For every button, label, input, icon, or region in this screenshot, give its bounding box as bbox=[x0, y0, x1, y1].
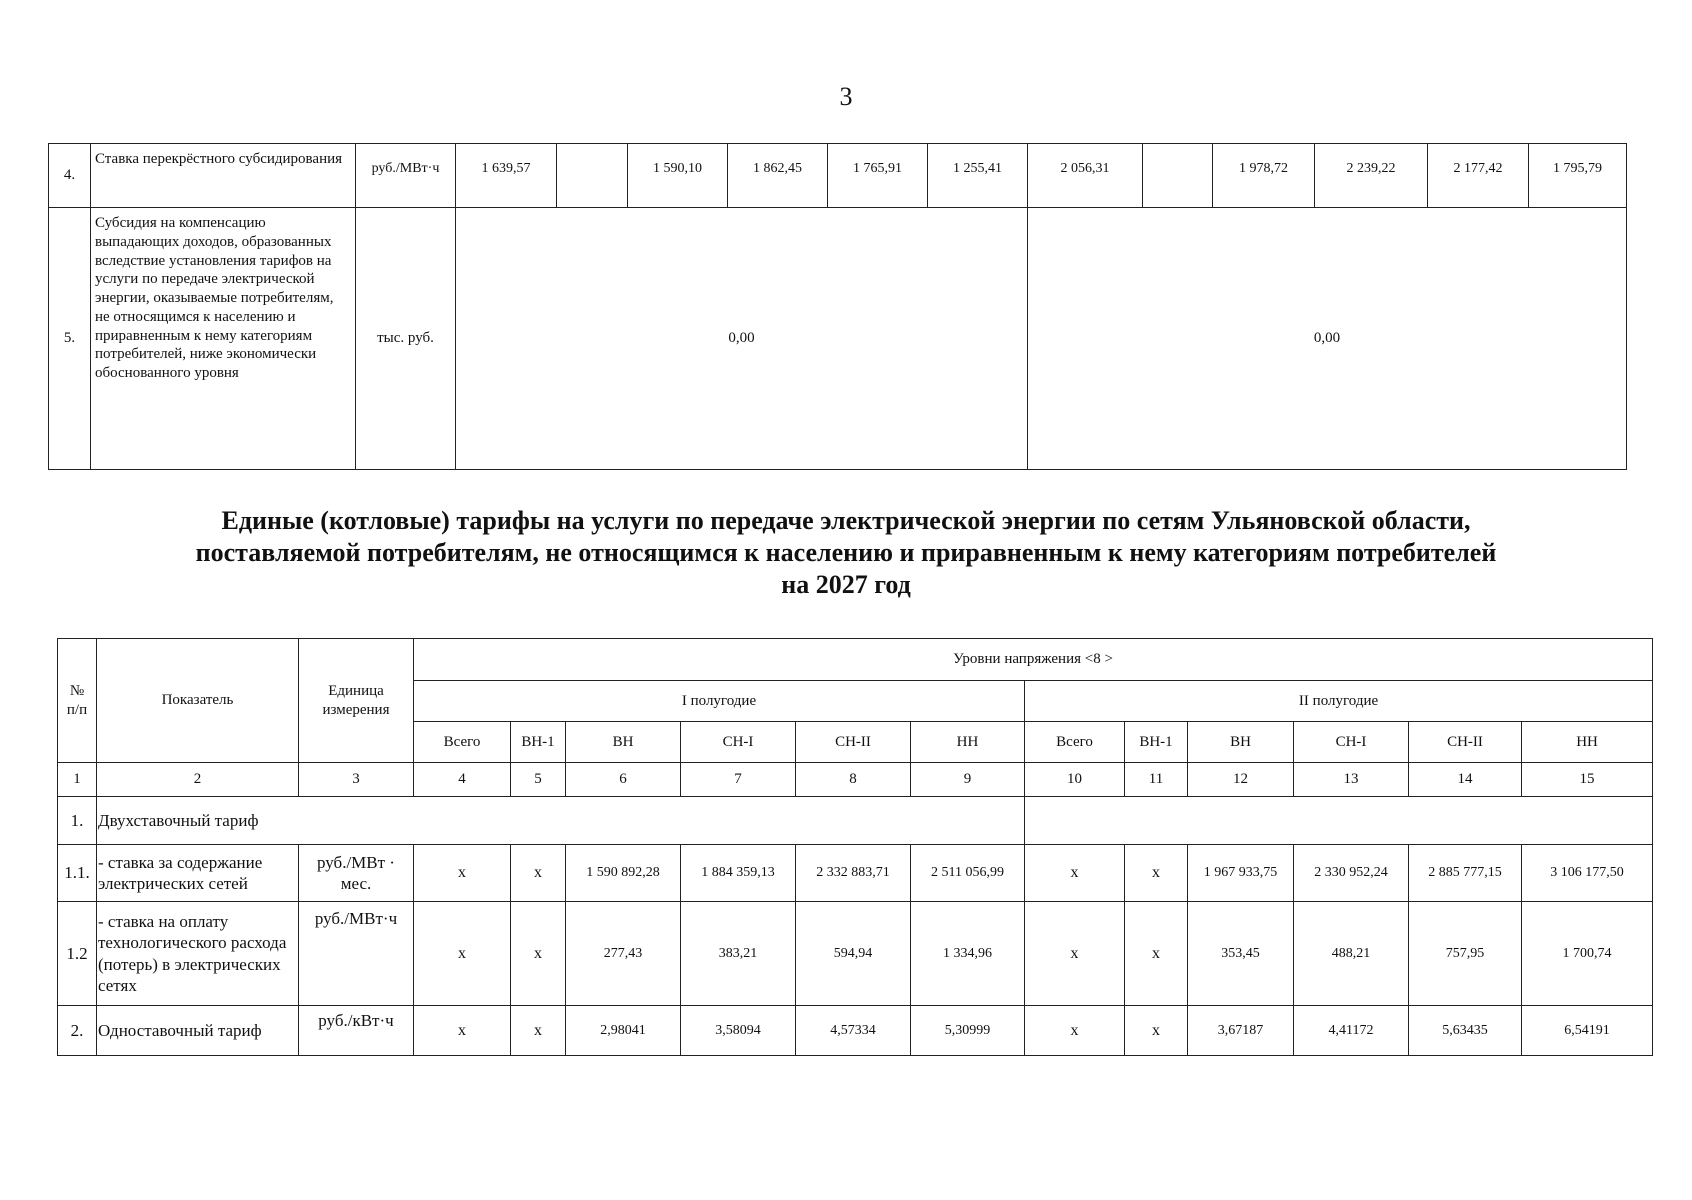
value-cell: x bbox=[414, 902, 511, 1006]
table-row bbox=[58, 902, 1653, 1006]
unified-tariff-table bbox=[57, 638, 1653, 1056]
row-unit: тыс. руб. bbox=[356, 208, 456, 470]
value-cell: x bbox=[414, 1006, 511, 1056]
header-level: Всего bbox=[414, 722, 511, 763]
row-name: Субсидия на компенсацию выпадающих доходов, образованных вследствие установления тарифов на услуги по передаче электрической энергии, оказываемые потребителям, не относящимся к населению и приравненным к нему категориям потребителей, ниже экономически обоснованного уровня bbox=[91, 208, 356, 470]
value-cell: 1 700,74 bbox=[1522, 902, 1653, 1006]
page-number: 3 bbox=[839, 82, 853, 111]
table-row bbox=[58, 1006, 1653, 1056]
column-number: 1 bbox=[58, 763, 97, 797]
value-cell: 3 106 177,50 bbox=[1522, 845, 1653, 902]
column-number: 2 bbox=[97, 763, 299, 797]
header-level: СН-II bbox=[796, 722, 911, 763]
column-number: 4 bbox=[414, 763, 511, 797]
header-level: ВН bbox=[566, 722, 681, 763]
column-number: 9 bbox=[911, 763, 1025, 797]
value-cell: 1 862,45 bbox=[728, 144, 828, 208]
value-cell: x bbox=[1025, 902, 1125, 1006]
value-cell: x bbox=[1025, 845, 1125, 902]
heading-line: Единые (котловые) тарифы на услуги по передаче электрической энергии по сетям Ульяновской области, bbox=[221, 506, 1471, 535]
row-number: 1.2 bbox=[58, 902, 97, 1006]
column-number: 8 bbox=[796, 763, 911, 797]
header-level: ВН-1 bbox=[1125, 722, 1188, 763]
heading-line: на 2027 год bbox=[781, 570, 911, 599]
value-cell: x bbox=[511, 845, 566, 902]
value-cell: 2 056,31 bbox=[1028, 144, 1143, 208]
value-cell: 2 511 056,99 bbox=[911, 845, 1025, 902]
row-unit: руб./МВт · мес. bbox=[299, 845, 414, 902]
column-number: 3 bbox=[299, 763, 414, 797]
value-cell: 4,57334 bbox=[796, 1006, 911, 1056]
heading-line: поставляемой потребителям, не относящимся к населению и приравненным к нему категориям потребителей bbox=[195, 538, 1497, 567]
value-cell: 383,21 bbox=[681, 902, 796, 1006]
value-cell: 594,94 bbox=[796, 902, 911, 1006]
header-indicator: Показатель bbox=[97, 639, 299, 763]
header-level: ВН-1 bbox=[511, 722, 566, 763]
row-number: 4. bbox=[49, 144, 91, 208]
table-row bbox=[49, 208, 1627, 470]
value-cell: 353,45 bbox=[1188, 902, 1294, 1006]
row-unit: руб./кВт·ч bbox=[299, 1006, 414, 1056]
row-number: 2. bbox=[58, 1006, 97, 1056]
section-row bbox=[58, 797, 1653, 845]
value-cell: x bbox=[511, 1006, 566, 1056]
header-row bbox=[58, 639, 1653, 681]
tariff-heading bbox=[0, 505, 1692, 601]
header-unit: Единица измерения bbox=[299, 639, 414, 763]
column-number: 6 bbox=[566, 763, 681, 797]
value-cell: 4,41172 bbox=[1294, 1006, 1409, 1056]
value-cell: 1 639,57 bbox=[456, 144, 557, 208]
value-cell: 1 255,41 bbox=[928, 144, 1028, 208]
value-cell: x bbox=[1025, 1006, 1125, 1056]
header-level: СН-II bbox=[1409, 722, 1522, 763]
header-level: СН-I bbox=[681, 722, 796, 763]
value-cell: 2 330 952,24 bbox=[1294, 845, 1409, 902]
value-cell: 1 978,72 bbox=[1213, 144, 1315, 208]
value-cell: 2 177,42 bbox=[1428, 144, 1529, 208]
empty-cell bbox=[1025, 797, 1653, 845]
value-cell: 1 590,10 bbox=[628, 144, 728, 208]
column-number: 15 bbox=[1522, 763, 1653, 797]
header-voltage-levels: Уровни напряжения <8 > bbox=[414, 639, 1653, 681]
column-number: 11 bbox=[1125, 763, 1188, 797]
column-number: 13 bbox=[1294, 763, 1409, 797]
header-level: Всего bbox=[1025, 722, 1125, 763]
header-level: ВН bbox=[1188, 722, 1294, 763]
value-cell: x bbox=[1125, 1006, 1188, 1056]
value-cell: 3,67187 bbox=[1188, 1006, 1294, 1056]
row-number: 1.1. bbox=[58, 845, 97, 902]
value-cell: 757,95 bbox=[1409, 902, 1522, 1006]
value-cell: x bbox=[511, 902, 566, 1006]
header-level: СН-I bbox=[1294, 722, 1409, 763]
header-half1: I полугодие bbox=[414, 681, 1025, 722]
value-cell: 5,30999 bbox=[911, 1006, 1025, 1056]
value-cell: x bbox=[1125, 902, 1188, 1006]
column-number-row bbox=[58, 763, 1653, 797]
value-h1: 0,00 bbox=[456, 208, 1028, 470]
header-level: НН bbox=[1522, 722, 1653, 763]
value-cell: 2 332 883,71 bbox=[796, 845, 911, 902]
row-unit: руб./МВт·ч bbox=[299, 902, 414, 1006]
value-cell: x bbox=[414, 845, 511, 902]
value-cell: 1 795,79 bbox=[1529, 144, 1627, 208]
value-cell: 1 334,96 bbox=[911, 902, 1025, 1006]
row-number: 5. bbox=[49, 208, 91, 470]
table-row bbox=[58, 845, 1653, 902]
value-cell: 3,58094 bbox=[681, 1006, 796, 1056]
column-number: 7 bbox=[681, 763, 796, 797]
value-cell: 1 967 933,75 bbox=[1188, 845, 1294, 902]
value-cell: 1 590 892,28 bbox=[566, 845, 681, 902]
value-cell bbox=[1143, 144, 1213, 208]
header-half2: II полугодие bbox=[1025, 681, 1653, 722]
value-cell bbox=[557, 144, 628, 208]
column-number: 5 bbox=[511, 763, 566, 797]
section-name: Двухставочный тариф bbox=[97, 797, 1025, 845]
value-cell: 5,63435 bbox=[1409, 1006, 1522, 1056]
value-cell: 488,21 bbox=[1294, 902, 1409, 1006]
column-number: 12 bbox=[1188, 763, 1294, 797]
row-number: 1. bbox=[58, 797, 97, 845]
header-level: НН bbox=[911, 722, 1025, 763]
value-cell: 6,54191 bbox=[1522, 1006, 1653, 1056]
value-cell: 1 765,91 bbox=[828, 144, 928, 208]
value-cell: 277,43 bbox=[566, 902, 681, 1006]
row-name: - ставка на оплату технологического расхода (потерь) в электрических сетях bbox=[97, 902, 299, 1006]
value-cell: 2 239,22 bbox=[1315, 144, 1428, 208]
value-cell: x bbox=[1125, 845, 1188, 902]
value-cell: 2 885 777,15 bbox=[1409, 845, 1522, 902]
top-tariff-table bbox=[48, 143, 1627, 470]
table-row bbox=[49, 144, 1627, 208]
value-cell: 1 884 359,13 bbox=[681, 845, 796, 902]
row-unit: руб./МВт·ч bbox=[356, 144, 456, 208]
header-number: № п/п bbox=[58, 639, 97, 763]
value-h2: 0,00 bbox=[1028, 208, 1627, 470]
column-number: 14 bbox=[1409, 763, 1522, 797]
column-number: 10 bbox=[1025, 763, 1125, 797]
row-name: Ставка перекрёстного субсидирования bbox=[91, 144, 356, 208]
row-name: Одноставочный тариф bbox=[97, 1006, 299, 1056]
row-name: - ставка за содержание электрических сетей bbox=[97, 845, 299, 902]
value-cell: 2,98041 bbox=[566, 1006, 681, 1056]
